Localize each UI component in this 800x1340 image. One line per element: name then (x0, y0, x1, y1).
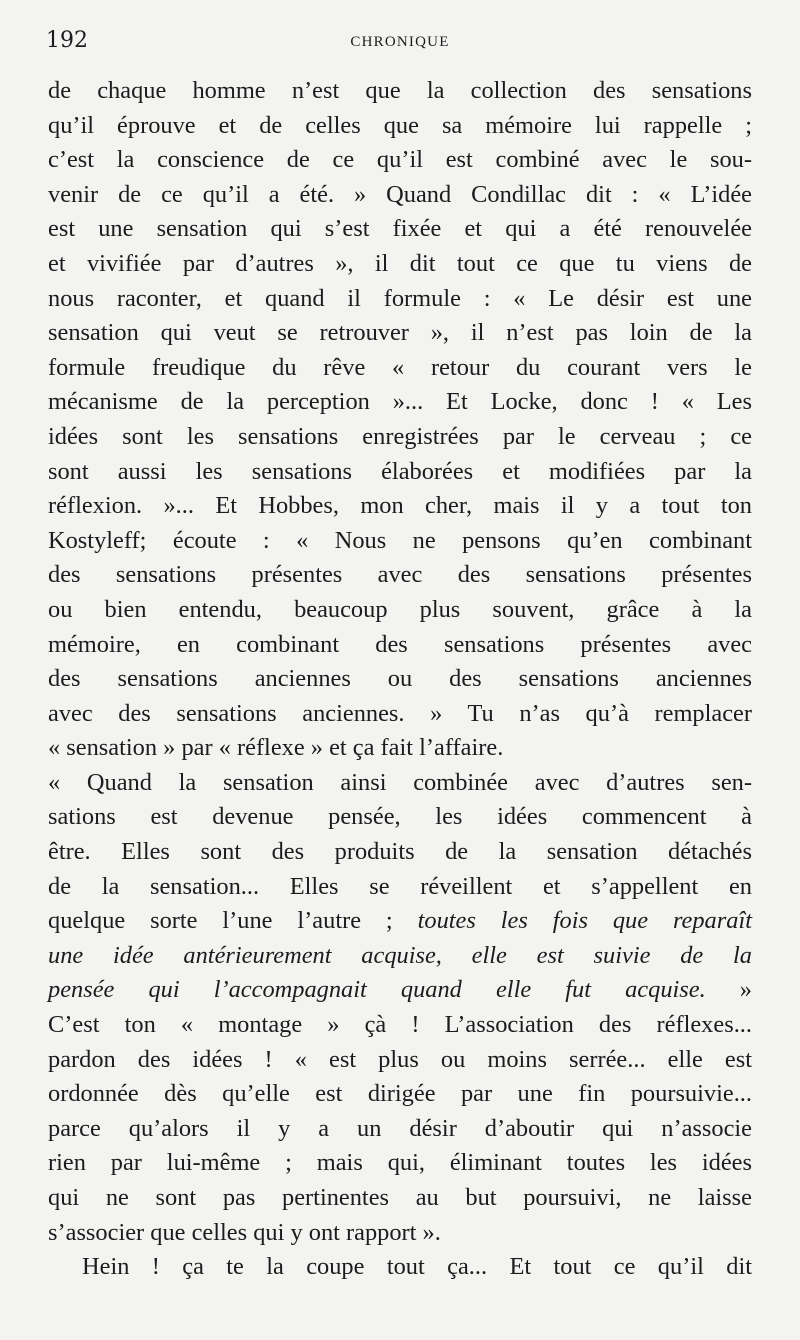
line-text: quelque sorte l’une l’autre ; (48, 907, 418, 935)
text-line (48, 282, 752, 317)
line-text: pardon des idées ! « est plus ou moins serrée... elle est (48, 1045, 752, 1073)
text-line (48, 558, 752, 593)
line-text: mécanisme de la perception »... Et Locke, donc ! « Les (48, 388, 752, 416)
line-text: des sensations anciennes ou des sensations anciennes (48, 665, 752, 693)
text-line (48, 385, 752, 420)
line-text: c’est la conscience de ce qu’il est combiné avec le sou- (48, 146, 752, 174)
italic-text: pensée qui l’accompagnait quand elle fut acquise. (48, 976, 706, 1004)
line-text: « Quand la sensation ainsi combinée avec d’autres sen- (48, 768, 752, 796)
text-line (48, 74, 752, 109)
text-line (48, 800, 752, 835)
line-text: de chaque homme n’est que la collection des sensations (48, 77, 752, 104)
line-text: avec des sensations anciennes. » Tu n’as qu’à remplacer (48, 699, 752, 727)
line-text: qu’il éprouve et de celles que sa mémoire lui rappelle ; (48, 111, 752, 139)
text-line (48, 731, 752, 766)
text-line (48, 524, 752, 559)
text-line (48, 1146, 752, 1181)
line-text: sont aussi les sensations élaborées et modifiées par la (48, 457, 752, 485)
text-line (48, 1008, 752, 1043)
line-text: « sensation » par « réflexe » et ça fait l’affaire. (48, 734, 504, 762)
line-text: » (705, 976, 753, 1004)
text-line (48, 1112, 752, 1147)
text-line (48, 351, 752, 386)
page-number: 192 (46, 28, 88, 53)
line-text: ordonnée dès qu’elle est dirigée par une fin poursuivie... (48, 1080, 752, 1108)
text-line (48, 766, 752, 801)
line-text: nous raconter, et quand il formule : « Le désir est une (48, 284, 752, 312)
text-line (48, 178, 752, 213)
line-text: de la sensation... Elles se réveillent et s’appellent en (48, 872, 752, 900)
line-text: C’est ton « montage » çà ! L’association des réflexes... (48, 1011, 752, 1039)
line-text: Kostyleff; écoute : « Nous ne pensons qu’en combinant (48, 526, 752, 554)
line-text: Hein ! ça te la coupe tout ça... Et tout ce qu’il dit (82, 1253, 752, 1281)
text-line (48, 973, 752, 1008)
text-line (48, 455, 752, 490)
line-text: venir de ce qu’il a été. » Quand Condillac dit : « L’idée (48, 180, 752, 208)
italic-text: toutes les fois que reparaît (417, 907, 752, 935)
line-text: ou bien entendu, beaucoup plus souvent, grâce à la (48, 595, 752, 623)
text-line (48, 212, 752, 247)
line-text: parce qu’alors il y a un désir d’aboutir qui n’associe (48, 1114, 752, 1142)
line-text: et vivifiée par d’autres », il dit tout ce que tu viens de (48, 249, 752, 277)
line-text: sations est devenue pensée, les idées commencent à (48, 803, 752, 831)
line-text: idées sont les sensations enregistrées par le cerveau ; ce (48, 422, 752, 450)
text-line (48, 1250, 752, 1285)
text-line (48, 420, 752, 455)
text-line (48, 593, 752, 628)
line-text: est une sensation qui s’est fixée et qui a été renouvelée (48, 215, 752, 243)
text-line (48, 904, 752, 939)
text-line (48, 835, 752, 870)
line-text: formule freudique du rêve « retour du courant vers le (48, 353, 752, 381)
page-header (46, 28, 754, 68)
line-text: rien par lui-même ; mais qui, éliminant toutes les idées (48, 1149, 752, 1177)
text-line (48, 662, 752, 697)
line-text: sensation qui veut se retrouver », il n’est pas loin de la (48, 319, 752, 347)
text-line (48, 628, 752, 663)
text-line (48, 1216, 752, 1251)
line-text: réflexion. »... Et Hobbes, mon cher, mais il y a tout ton (48, 492, 752, 520)
text-line (48, 870, 752, 905)
italic-text: une idée antérieurement acquise, elle est suivie de la (48, 941, 752, 969)
line-text: être. Elles sont des produits de la sensation détachés (48, 838, 752, 866)
line-text: qui ne sont pas pertinentes au but poursuivi, ne laisse (48, 1184, 752, 1211)
text-line (48, 316, 752, 351)
text-line (48, 109, 752, 144)
text-line (48, 489, 752, 524)
text-line (48, 1077, 752, 1112)
text-line (48, 247, 752, 282)
line-text: s’associer que celles qui y ont rapport ». (48, 1218, 441, 1246)
line-text: des sensations présentes avec des sensations présentes (48, 561, 752, 589)
text-line (48, 939, 752, 974)
line-text: mémoire, en combinant des sensations présentes avec (48, 630, 752, 658)
running-head: CHRONIQUE (350, 34, 450, 50)
text-line (48, 1181, 752, 1216)
text-line (48, 697, 752, 732)
body-text (48, 74, 752, 1285)
text-line (48, 143, 752, 178)
text-line (48, 1043, 752, 1078)
